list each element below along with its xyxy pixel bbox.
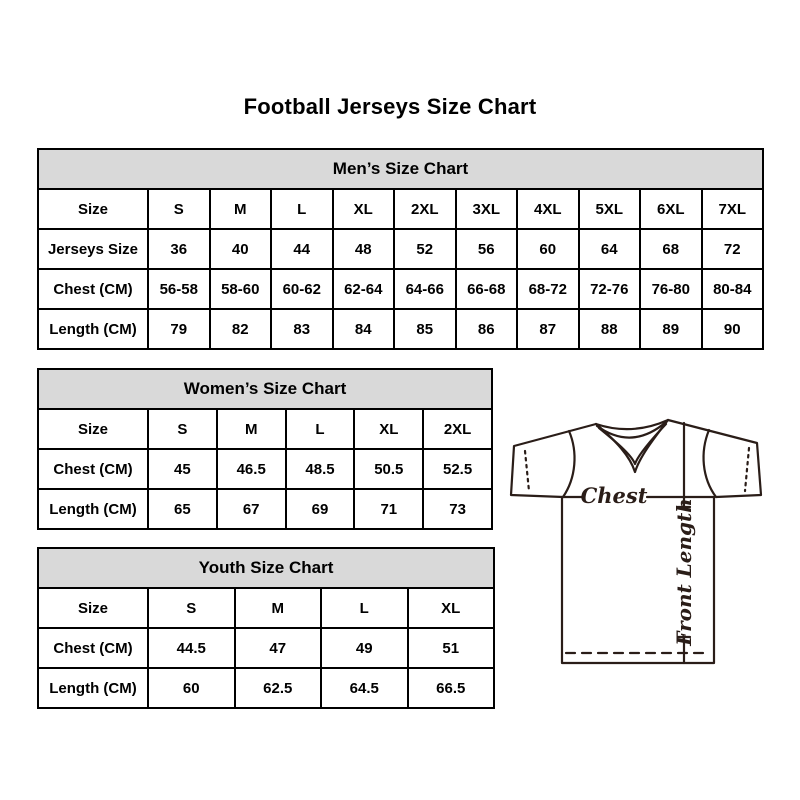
mens-cell: 66-68 (456, 269, 518, 309)
chest-label: Chest (580, 483, 648, 508)
mens-cell: 76-80 (640, 269, 702, 309)
mens-cell: 36 (148, 229, 210, 269)
womens-cell: L (286, 409, 355, 449)
mens-cell: 62-64 (333, 269, 395, 309)
womens-row-label: Chest (CM) (38, 449, 148, 489)
mens-size-table (37, 148, 764, 350)
womens-cell: 69 (286, 489, 355, 529)
mens-cell: S (148, 189, 210, 229)
mens-row-label: Length (CM) (38, 309, 148, 349)
womens-cell: 45 (148, 449, 217, 489)
youth-row-1 (38, 628, 494, 668)
youth-size-table (37, 547, 495, 709)
mens-cell: 7XL (702, 189, 764, 229)
womens-cell: 46.5 (217, 449, 286, 489)
mens-cell: 56-58 (148, 269, 210, 309)
mens-row-1 (38, 229, 763, 269)
mens-cell: L (271, 189, 333, 229)
mens-row-label: Jerseys Size (38, 229, 148, 269)
womens-row-0 (38, 409, 492, 449)
youth-cell: XL (408, 588, 495, 628)
page-title: Football Jerseys Size Chart (243, 94, 537, 119)
youth-row-0 (38, 588, 494, 628)
mens-row-0 (38, 189, 763, 229)
mens-cell: 82 (210, 309, 272, 349)
mens-cell: 79 (148, 309, 210, 349)
womens-cell: XL (354, 409, 423, 449)
jersey-left-armhole-seam (563, 431, 575, 497)
youth-cell: 64.5 (321, 668, 408, 708)
jersey-right-cuff-stitch (745, 448, 749, 491)
mens-cell: 87 (517, 309, 579, 349)
jersey-right-sleeve (668, 420, 761, 497)
mens-cell: 84 (333, 309, 395, 349)
mens-cell: 5XL (579, 189, 641, 229)
youth-cell: 49 (321, 628, 408, 668)
womens-cell: 73 (423, 489, 492, 529)
mens-cell: 64 (579, 229, 641, 269)
mens-cell: 80-84 (702, 269, 764, 309)
womens-row-label: Length (CM) (38, 489, 148, 529)
mens-cell: 60-62 (271, 269, 333, 309)
womens-cell: 52.5 (423, 449, 492, 489)
front-length-label: Front Length (672, 498, 696, 646)
mens-cell: 58-60 (210, 269, 272, 309)
womens-cell: 65 (148, 489, 217, 529)
mens-cell: 64-66 (394, 269, 456, 309)
womens-cell: 50.5 (354, 449, 423, 489)
mens-cell: 40 (210, 229, 272, 269)
mens-cell: 72-76 (579, 269, 641, 309)
womens-cell: M (217, 409, 286, 449)
mens-cell: 2XL (394, 189, 456, 229)
youth-cell: L (321, 588, 408, 628)
youth-table (37, 547, 495, 709)
womens-row-1 (38, 449, 492, 489)
mens-cell: 85 (394, 309, 456, 349)
womens-cell: S (148, 409, 217, 449)
mens-cell: 72 (702, 229, 764, 269)
womens-size-table (37, 368, 493, 530)
mens-cell: 4XL (517, 189, 579, 229)
mens-row-label: Size (38, 189, 148, 229)
mens-cell: M (210, 189, 272, 229)
mens-row-2 (38, 269, 763, 309)
youth-row-label: Chest (CM) (38, 628, 148, 668)
womens-cell: 67 (217, 489, 286, 529)
womens-table (37, 368, 493, 530)
mens-cell: 6XL (640, 189, 702, 229)
mens-cell: 48 (333, 229, 395, 269)
youth-row-label: Size (38, 588, 148, 628)
mens-row-3 (38, 309, 763, 349)
mens-cell: 86 (456, 309, 518, 349)
jersey-measurement-diagram (495, 405, 790, 685)
youth-cell: S (148, 588, 235, 628)
womens-cell: 2XL (423, 409, 492, 449)
youth-cell: 47 (235, 628, 322, 668)
mens-cell: 83 (271, 309, 333, 349)
womens-row-2 (38, 489, 492, 529)
mens-table (37, 148, 764, 350)
youth-table-title: Youth Size Chart (38, 548, 494, 588)
youth-cell: 66.5 (408, 668, 495, 708)
mens-cell: 52 (394, 229, 456, 269)
womens-cell: 71 (354, 489, 423, 529)
youth-cell: 44.5 (148, 628, 235, 668)
youth-cell: 60 (148, 668, 235, 708)
youth-cell: 62.5 (235, 668, 322, 708)
mens-cell: XL (333, 189, 395, 229)
mens-cell: 68 (640, 229, 702, 269)
womens-row-label: Size (38, 409, 148, 449)
mens-row-label: Chest (CM) (38, 269, 148, 309)
mens-cell: 90 (702, 309, 764, 349)
jersey-left-cuff-stitch (525, 451, 529, 491)
youth-cell: 51 (408, 628, 495, 668)
jersey-right-armhole-seam (704, 430, 716, 497)
mens-cell: 56 (456, 229, 518, 269)
youth-cell: M (235, 588, 322, 628)
youth-row-label: Length (CM) (38, 668, 148, 708)
mens-cell: 3XL (456, 189, 518, 229)
youth-row-2 (38, 668, 494, 708)
womens-table-title: Women’s Size Chart (38, 369, 492, 409)
mens-cell: 89 (640, 309, 702, 349)
mens-cell: 88 (579, 309, 641, 349)
mens-cell: 44 (271, 229, 333, 269)
mens-table-title: Men’s Size Chart (38, 149, 763, 189)
mens-cell: 60 (517, 229, 579, 269)
mens-cell: 68-72 (517, 269, 579, 309)
womens-cell: 48.5 (286, 449, 355, 489)
